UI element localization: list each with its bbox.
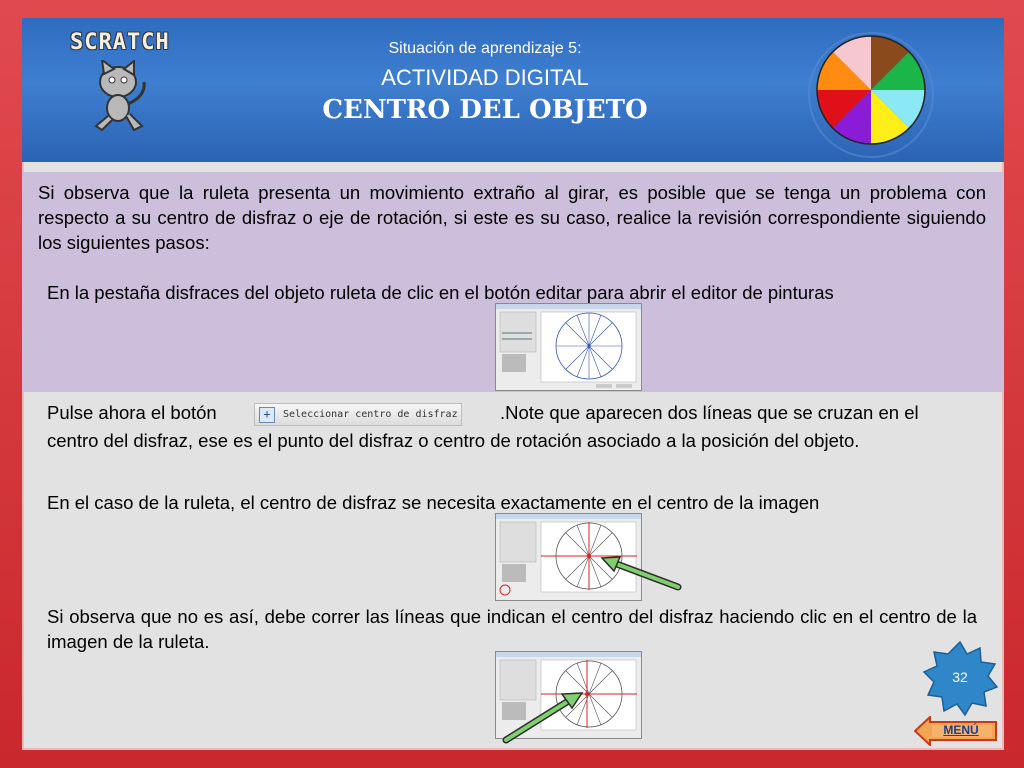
menu-label[interactable]: MENÚ <box>943 723 979 737</box>
step-4-text: Si observa que no es así, debe correr las líneas que indican el centro del disfraz haciendo clic en el centro de la imagen de la ruleta. <box>47 606 977 652</box>
step-2-text-continued: centro del disfraz, ese es el punto del disfraz o centro de rotación asociado a la posición del objeto. <box>47 430 860 451</box>
green-arrow-icon <box>500 690 584 746</box>
step-2-text-after: .Note que aparecen dos líneas que se cruzan en el <box>500 402 919 423</box>
roulette-wheel-icon <box>806 30 936 160</box>
header-activity: ACTIVIDAD DIGITAL <box>381 65 589 90</box>
intro-paragraph: Si observa que la ruleta presenta un movimiento extraño al girar, es posible que se tenga un problema con respecto a su centro de disfraz o eje de rotación, si este es su caso, realice la revisión correspondiente siguiendo los siguientes pasos: <box>38 182 986 253</box>
select-costume-center-label: Seleccionar centro de disfraz <box>283 409 458 420</box>
header-subtitle: Situación de aprendizaje 5: <box>388 40 582 57</box>
step-2-text-before: Pulse ahora el botón <box>47 402 217 423</box>
paint-editor-screenshot-1 <box>495 303 642 391</box>
scratch-logo-text: SCRATCH <box>70 30 170 55</box>
select-costume-center-button <box>254 403 462 426</box>
scratch-cat-icon <box>88 60 152 134</box>
step-3-text: En el caso de la ruleta, el centro de disfraz se necesita exactamente en el centro de la imagen <box>47 492 820 513</box>
green-arrow-icon <box>600 555 682 591</box>
page-title: CENTRO DEL OBJETO <box>322 95 648 125</box>
step-1-text: En la pestaña disfraces del objeto ruleta de clic en el botón editar para abrir el editor de pinturas <box>47 282 834 303</box>
plus-icon: + <box>259 407 275 423</box>
page-number: 32 <box>952 669 968 685</box>
